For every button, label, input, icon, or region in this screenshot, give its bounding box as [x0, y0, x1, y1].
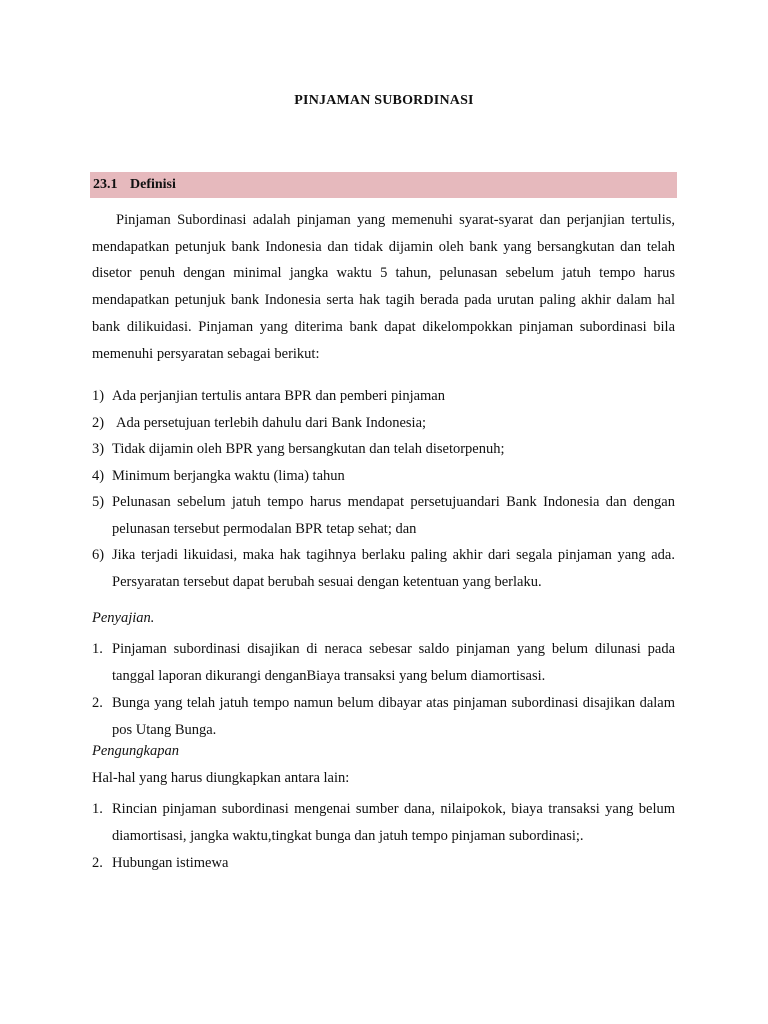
list-item-text: Tidak dijamin oleh BPR yang bersangkutan dan telah disetorpenuh; — [112, 441, 505, 457]
requirements-list — [92, 383, 675, 595]
list-marker: 6) — [92, 547, 105, 563]
list-marker: 2) — [92, 414, 105, 431]
list-item-text: Pelunasan sebelum jatuh tempo harus mendapat persetujuandari Bank Indonesia dan dengan pelunasan tersebut permodalan BPR tetap sehat; dan — [112, 494, 675, 537]
list-item — [92, 410, 675, 437]
list-marker: 4) — [92, 467, 105, 484]
section-header — [90, 172, 677, 198]
penyajian-list — [92, 636, 675, 744]
list-marker: 1) — [92, 388, 105, 404]
list-item-text: Jika terjadi likuidasi, maka hak tagihnya berlaku paling akhir dari segala pinjaman yang ada. Persyaratan tersebut dapat berubah sesuai dengan ketentuan yang berlaku. — [112, 547, 675, 590]
pengungkapan-lead: Hal-hal yang harus diungkapkan antara lain: — [92, 770, 350, 786]
list-marker: 1. — [92, 641, 103, 657]
list-item — [92, 690, 675, 744]
penyajian-heading: Penyajian. — [92, 610, 155, 626]
list-item — [92, 436, 675, 463]
list-marker: 1. — [92, 801, 103, 817]
list-item — [92, 542, 675, 595]
list-item — [92, 383, 675, 410]
list-marker: 3) — [92, 441, 105, 457]
section-number: 23.1 — [93, 177, 118, 192]
list-item-text: Rincian pinjaman subordinasi mengenai sumber dana, nilaipokok, biaya transaksi yang belum diamortisasi, jangka waktu,tingkat bunga dan jatuh tempo pinjaman subordinasi;. — [112, 801, 675, 844]
list-item — [92, 636, 675, 690]
list-item — [92, 489, 675, 542]
list-item-text: Hubungan istimewa — [112, 855, 229, 871]
list-marker: 2. — [92, 695, 103, 711]
pengungkapan-list — [92, 796, 675, 877]
list-marker: 2. — [92, 855, 103, 871]
list-item-text: Pinjaman subordinasi disajikan di neraca sebesar saldo pinjaman yang belum dilunasi pada tanggal laporan dikurangi denganBiaya transaksi yang belum diamortisasi. — [112, 641, 675, 684]
document-title: PINJAMAN SUBORDINASI — [294, 93, 474, 108]
intro-paragraph: Pinjaman Subordinasi adalah pinjaman yang memenuhi syarat-syarat dan perjanjian tertulis, mendapatkan petunjuk bank Indonesia dan tidak dijamin oleh bank yang bersangkutan dan telah disetor penuh dengan minimal jangka waktu 5 tahun, pelunasan sebelum jatuh tempo harus mendapatkan petunjuk bank Indonesia serta hak tagih berada pada urutan paling akhir dalam hal bank dilikuidasi. Pinjaman yang diterima bank dapat dikelompokkan pinjaman subordinasi bila memenuhi persyaratan sebagai berikut: — [92, 212, 675, 362]
list-item-text: Minimum berjangka waktu (lima) tahun — [112, 467, 345, 484]
section-name: Definisi — [130, 177, 176, 192]
list-item-text: Ada persetujuan terlebih dahulu dari Bank Indonesia; — [116, 414, 427, 431]
list-item — [92, 463, 675, 490]
list-item-text: Ada perjanjian tertulis antara BPR dan pemberi pinjaman — [112, 388, 445, 404]
list-item — [92, 796, 675, 850]
pengungkapan-heading: Pengungkapan — [92, 743, 179, 759]
list-item — [92, 850, 675, 877]
list-item-text: Bunga yang telah jatuh tempo namun belum dibayar atas pinjaman subordinasi disajikan dalam pos Utang Bunga. — [112, 695, 675, 738]
list-marker: 5) — [92, 494, 105, 510]
